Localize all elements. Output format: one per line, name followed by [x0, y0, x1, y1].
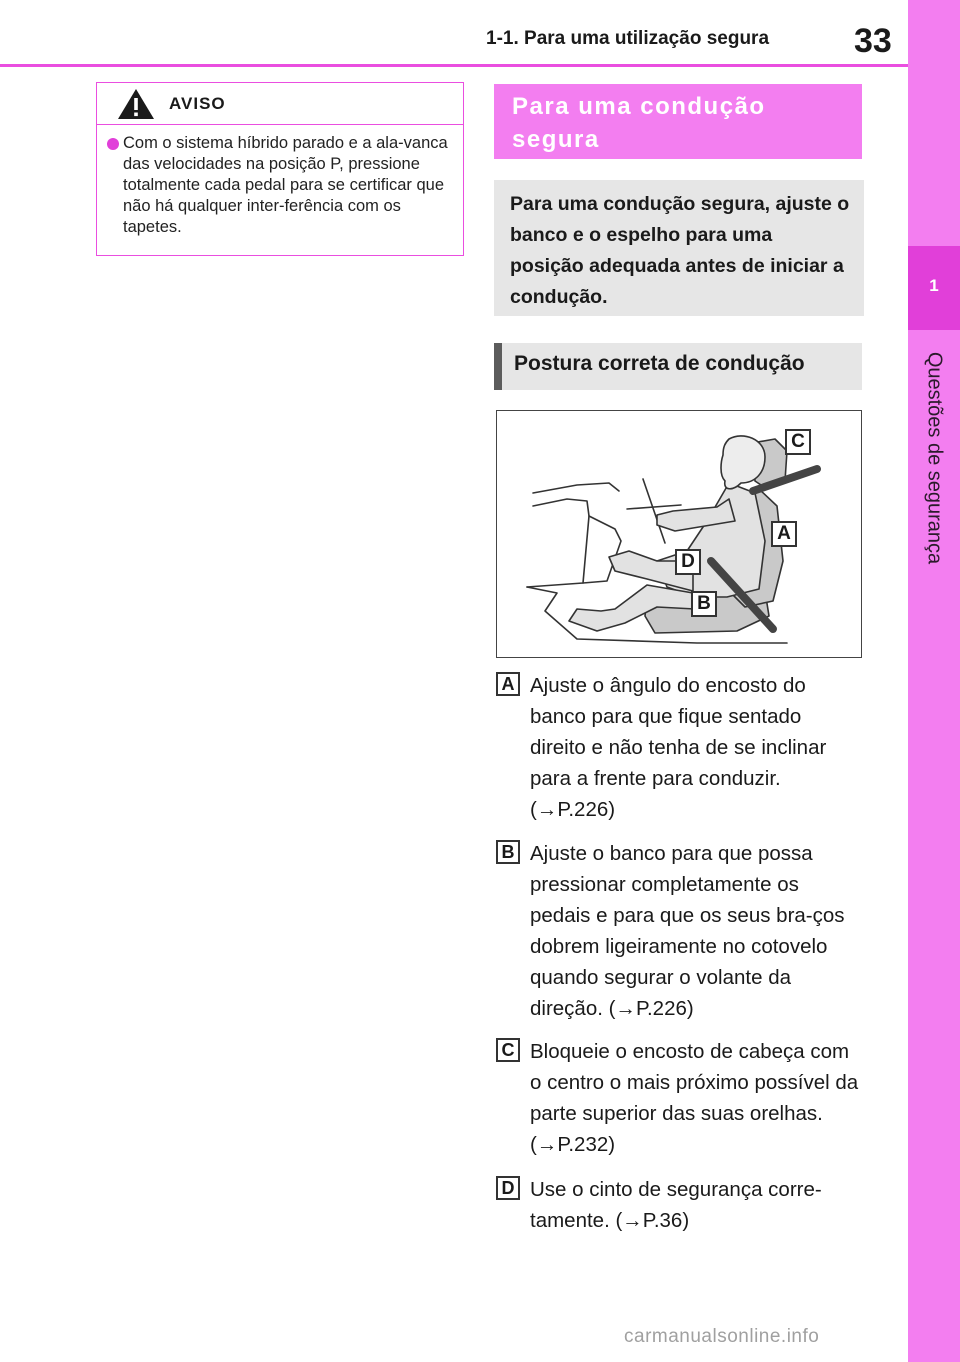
warning-header [97, 83, 463, 125]
warning-triangle-icon [117, 88, 155, 120]
item-text-b: Ajuste o banco para que possa pressionar completamente os pedais e para que os seus bra-ços dobrem ligeiramente no cotovelo quando segurar o volante da direção. (→P.226) [530, 842, 845, 1020]
item-text-d: Use o cinto de segurança corre-tamente. (→P.36) [530, 1178, 822, 1232]
section-banner [494, 84, 862, 159]
warning-box [96, 82, 464, 256]
warning-title: AVISO [169, 94, 226, 113]
bullet-icon [107, 138, 119, 150]
figure-label-a: A [771, 521, 797, 547]
running-header: 1-1. Para uma utilização segura [486, 28, 770, 49]
header-rule [0, 64, 908, 67]
item-text-a: Ajuste o ângulo do encosto do banco para que fique sentado direito e não tenha de se inclinar para a frente para conduzir. (→P.226) [530, 674, 827, 821]
figure-label-b: B [691, 591, 717, 617]
figure-label-d: D [675, 549, 701, 575]
section-title: Para uma condução segura [512, 93, 766, 153]
intro-text: Para uma condução segura, ajuste o banco e o espelho para uma posição adequada antes de iniciar a condução. [510, 193, 850, 308]
item-marker-a: A [496, 672, 520, 696]
section-label: Questões de segurança [923, 351, 946, 565]
warning-text: Com o sistema híbrido parado e a ala-vanca das velocidades na posição P, pressione totalmente cada pedal para se certificar que não há qualquer inter-ferência com os tapetes. [123, 134, 448, 236]
subheading-text: Postura correta de condução [514, 352, 805, 375]
intro-box [494, 180, 864, 316]
item-text-c: Bloqueie o encosto de cabeça com o centro o mais próximo possível da parte superior das suas orelhas. (→P.232) [530, 1040, 859, 1156]
item-marker-b: B [496, 840, 520, 864]
figure-label-c: C [785, 429, 811, 455]
watermark: carmanualsonline.info [624, 1326, 820, 1347]
page-number: 33 [854, 22, 892, 60]
driving-posture-figure [496, 410, 862, 658]
side-tab [908, 0, 960, 1362]
chapter-number: 1 [929, 276, 939, 295]
item-marker-c: C [496, 1038, 520, 1062]
item-marker-d: D [496, 1176, 520, 1200]
subheading [494, 343, 862, 390]
